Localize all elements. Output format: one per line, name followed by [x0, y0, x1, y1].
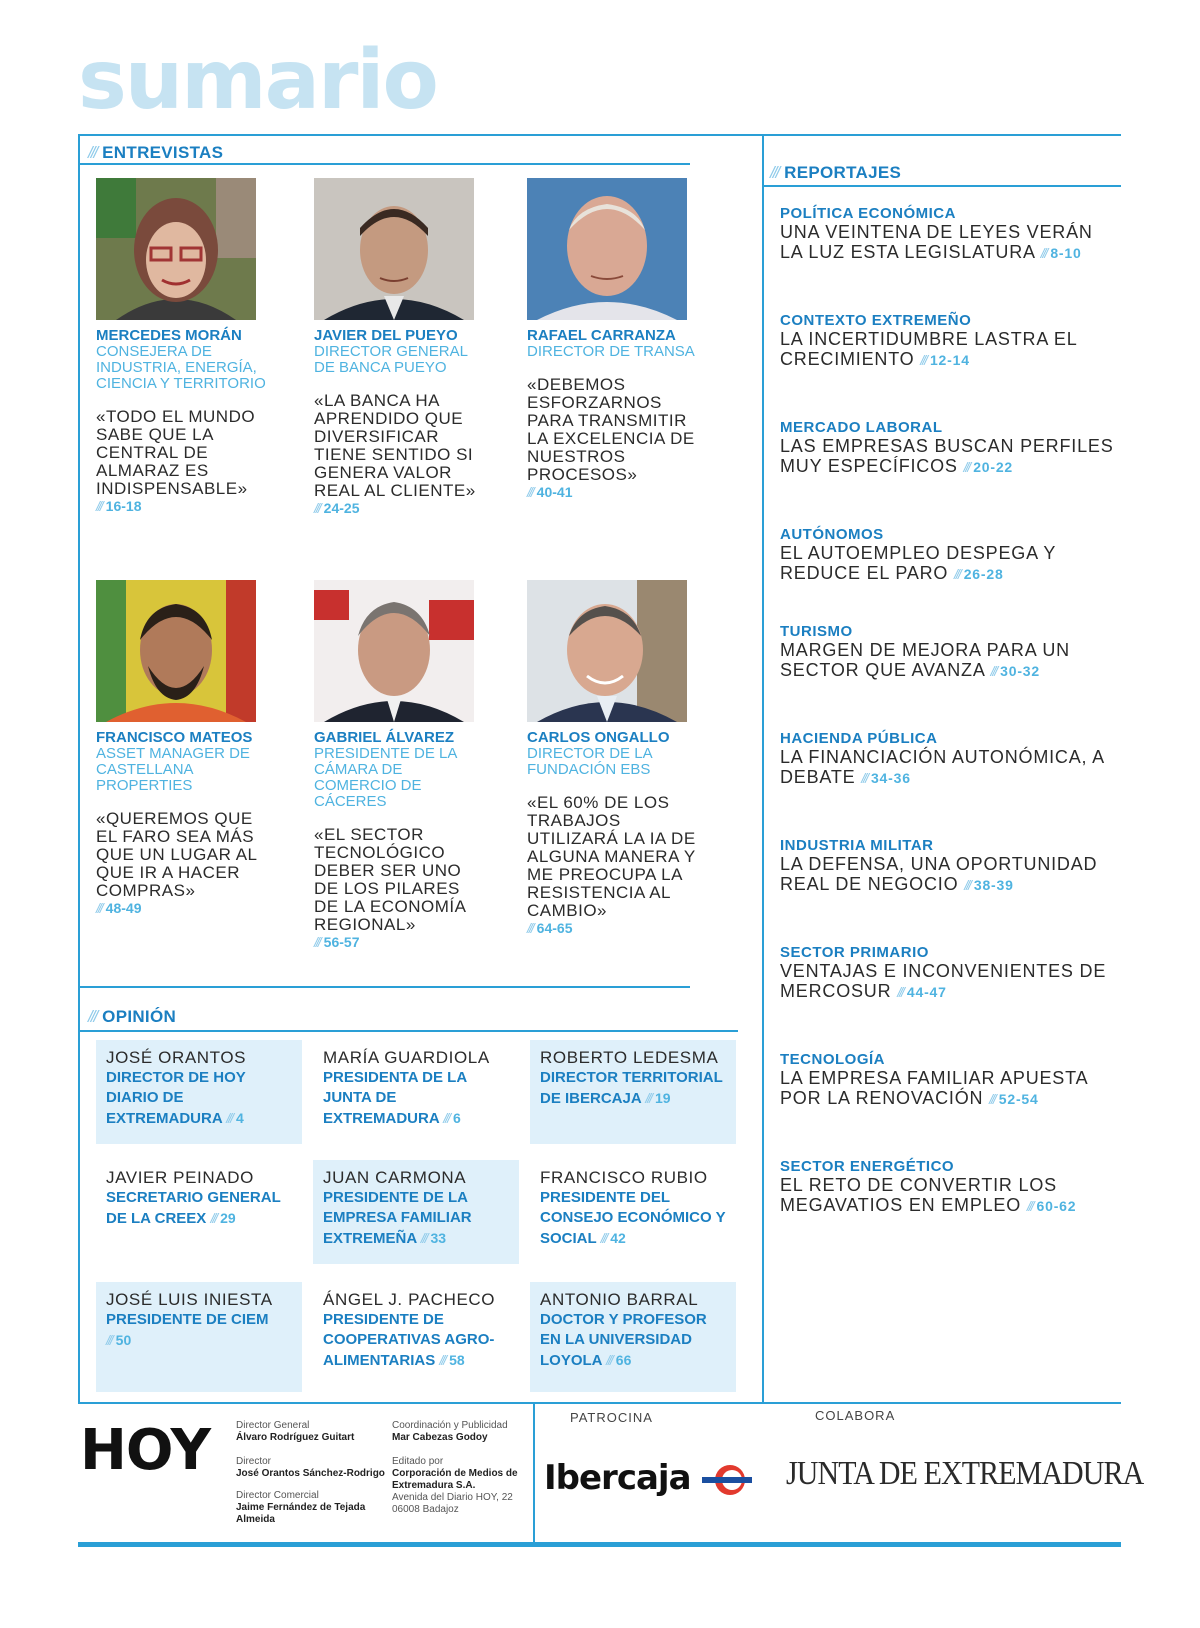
reportaje-category: SECTOR ENERGÉTICO — [780, 1158, 955, 1175]
reportaje-item[interactable] — [780, 837, 1120, 895]
reportaje-title: LA FINANCIACIÓN AUTONÓMICA, A DEBATE /// 34-36 — [780, 747, 1104, 787]
interview-card[interactable] — [314, 580, 486, 950]
reportaje-item[interactable] — [780, 1051, 1120, 1109]
patrocina-label: PATROCINA — [570, 1410, 653, 1425]
reportaje-title: LA DEFENSA, UNA OPORTUNIDAD REAL DE NEGOCIO /// 38-39 — [780, 854, 1098, 894]
reportajes-heading: /// REPORTAJES — [770, 163, 902, 182]
opinion-author: ANTONIO BARRAL — [540, 1290, 699, 1309]
reportajes-rule — [762, 185, 1121, 187]
junta-extremadura-logo[interactable]: JUNTA DE EXTREMADURA — [786, 1455, 1144, 1492]
page-title: sumario — [78, 33, 437, 128]
interview-quote: «LA BANCA HA APRENDIDO QUE DIVERSIFICAR TIENE SENTIDO SI GENERA VALOR REAL AL CLIENTE» — [314, 391, 476, 500]
page-ref: /// 48-49 — [96, 900, 142, 916]
top-rule — [78, 134, 1121, 136]
footer-divider — [533, 1402, 535, 1542]
opinion-author: ROBERTO LEDESMA — [540, 1048, 719, 1067]
interviewee-role: DIRECTOR DE LA FUNDACIÓN EBS — [527, 745, 652, 778]
opinion-item[interactable] — [96, 1040, 302, 1144]
opinion-role: DOCTOR Y PROFESOR EN LA UNIVERSIDAD LOYOLA /// 66 — [540, 1311, 707, 1369]
left-rule — [78, 134, 80, 1404]
interviewee-name: RAFAEL CARRANZA — [527, 327, 676, 344]
column-divider — [762, 134, 764, 1404]
hoy-logo[interactable]: HOY — [80, 1418, 211, 1483]
opinion-item[interactable] — [313, 1040, 519, 1144]
reportaje-category: TURISMO — [780, 623, 853, 640]
reportaje-item[interactable] — [780, 419, 1120, 477]
credit-director-comercial: Director Comercial Jaime Fernández de Tejada Almeida — [236, 1490, 366, 1525]
reportaje-title: LA INCERTIDUMBRE LASTRA EL CRECIMIENTO /// 12-14 — [780, 329, 1077, 369]
ibercaja-logo[interactable]: Ibercaja — [544, 1458, 764, 1508]
page-ref: /// 16-18 — [96, 498, 142, 514]
opinion-item[interactable] — [313, 1282, 519, 1386]
reportaje-title: UNA VEINTENA DE LEYES VERÁN LA LUZ ESTA LEGISLATURA /// 8-10 — [780, 222, 1093, 262]
portrait-photo — [96, 178, 256, 320]
opinion-author: JAVIER PEINADO — [106, 1168, 254, 1187]
credit-director-general: Director General Álvaro Rodríguez Guitart — [236, 1420, 355, 1443]
opinion-author: FRANCISCO RUBIO — [540, 1168, 708, 1187]
reportaje-category: TECNOLOGÍA — [780, 1051, 885, 1068]
interviewee-role: CONSEJERA DE INDUSTRIA, ENERGÍA, CIENCIA Y TERRITORIO — [96, 343, 266, 392]
opinion-item[interactable] — [530, 1040, 736, 1144]
interview-quote: «TODO EL MUNDO SABE QUE LA CENTRAL DE ALMARAZ ES INDISPENSABLE» — [96, 407, 256, 498]
opinion-role: PRESIDENTA DE LA JUNTA DE EXTREMADURA /// 6 — [323, 1069, 467, 1127]
opinion-role: DIRECTOR TERRITORIAL DE IBERCAJA /// 19 — [540, 1069, 723, 1107]
opinion-item[interactable] — [96, 1160, 302, 1264]
reportaje-category: CONTEXTO EXTREMEÑO — [780, 312, 972, 329]
interview-quote: «EL SECTOR TECNOLÓGICO DEBER SER UNO DE LOS PILARES DE LA ECONOMÍA REGIONAL» — [314, 825, 466, 934]
opinion-rule — [78, 1030, 738, 1032]
portrait-photo — [314, 580, 474, 722]
opinion-heading: /// OPINIÓN — [88, 1007, 177, 1026]
interview-quote: «QUEREMOS QUE EL FARO SEA MÁS QUE UN LUGAR AL QUE IR A HACER COMPRAS» — [96, 809, 257, 900]
reportaje-category: HACIENDA PÚBLICA — [780, 730, 938, 747]
interviewee-name: MERCEDES MORÁN — [96, 327, 242, 344]
interview-card[interactable] — [96, 178, 268, 514]
interviewee-role: DIRECTOR DE TRANSA — [527, 343, 695, 360]
credit-coordinacion: Coordinación y Publicidad Mar Cabezas Godoy — [392, 1420, 508, 1443]
opinion-author: ÁNGEL J. PACHECO — [323, 1290, 496, 1309]
opinion-item[interactable] — [530, 1160, 736, 1264]
colabora-label: COLABORA — [815, 1408, 896, 1423]
interviewee-role: PRESIDENTE DE LA CÁMARA DE COMERCIO DE CÁCERES — [314, 745, 457, 810]
credit-director: Director José Orantos Sánchez-Rodrigo — [236, 1456, 385, 1479]
reportaje-item[interactable] — [780, 1158, 1120, 1216]
page-ref: /// 64-65 — [527, 920, 573, 936]
reportaje-item[interactable] — [780, 944, 1120, 1002]
interviewee-name: CARLOS ONGALLO — [527, 729, 670, 746]
interviewee-role: DIRECTOR GENERAL DE BANCA PUEYO — [314, 343, 468, 376]
interviewee-name-role: FRANCISCO MATEOS ASSET MANAGER DE CASTELLANA PROPERTIES — [96, 729, 253, 794]
reportaje-title: VENTAJAS E INCONVENIENTES DE MERCOSUR /// 44-47 — [780, 961, 1107, 1001]
entrevistas-heading: /// ENTREVISTAS — [88, 143, 224, 162]
reportaje-category: POLÍTICA ECONÓMICA — [780, 205, 956, 222]
interview-card[interactable] — [96, 580, 268, 916]
reportaje-item[interactable] — [780, 526, 1120, 584]
reportaje-category: SECTOR PRIMARIO — [780, 944, 929, 961]
opinion-role: PRESIDENTE DE COOPERATIVAS AGRO-ALIMENTARIAS /// 58 — [323, 1311, 495, 1369]
reportaje-category: AUTÓNOMOS — [780, 526, 884, 543]
reportaje-category: MERCADO LABORAL — [780, 419, 943, 436]
interviewee-name: JAVIER DEL PUEYO — [314, 327, 458, 344]
ibercaja-emblem-icon — [702, 1462, 752, 1498]
interview-quote: «EL 60% DE LOS TRABAJOS UTILIZARÁ LA IA DE ALGUNA MANERA Y ME PREOCUPA LA RESISTENCIA AL CAMBIO» — [527, 793, 696, 920]
footer-bottom-rule — [78, 1542, 1121, 1547]
opinion-role: PRESIDENTE DE CIEM /// 50 — [106, 1311, 269, 1348]
slash-marker: /// — [770, 163, 779, 182]
reportaje-title: LA EMPRESA FAMILIAR APUESTA POR LA RENOVACIÓN /// 52-54 — [780, 1068, 1088, 1108]
footer-top-rule — [78, 1402, 1121, 1404]
opinion-author: JOSÉ LUIS INIESTA — [106, 1290, 273, 1309]
page-ref: /// 40-41 — [527, 484, 573, 500]
opinion-item[interactable] — [530, 1282, 736, 1392]
opinion-role: PRESIDENTE DEL CONSEJO ECONÓMICO Y SOCIAL /// 42 — [540, 1189, 726, 1247]
entrevistas-rule — [78, 163, 690, 165]
opinion-role: PRESIDENTE DE LA EMPRESA FAMILIAR EXTREMEÑA /// 33 — [323, 1189, 472, 1247]
reportaje-title: EL AUTOEMPLEO DESPEGA Y REDUCE EL PARO /// 26-28 — [780, 543, 1056, 583]
opinion-author: MARÍA GUARDIOLA — [323, 1048, 490, 1067]
opinion-item[interactable] — [96, 1282, 302, 1392]
portrait-photo — [96, 580, 256, 722]
opinion-role: DIRECTOR DE HOY DIARIO DE EXTREMADURA /// 4 — [106, 1069, 246, 1127]
opinion-role: SECRETARIO GENERAL DE LA CREEX /// 29 — [106, 1189, 281, 1227]
portrait-photo — [527, 580, 687, 722]
reportaje-item[interactable] — [780, 730, 1120, 788]
reportaje-category: INDUSTRIA MILITAR — [780, 837, 934, 854]
opinion-author: JUAN CARMONA — [323, 1168, 467, 1187]
opinion-item[interactable] — [313, 1160, 519, 1264]
reportaje-item[interactable] — [780, 312, 1120, 370]
reportaje-title: EL RETO DE CONVERTIR LOS MEGAVATIOS EN EMPLEO /// 60-62 — [780, 1175, 1077, 1215]
reportaje-item[interactable] — [780, 623, 1120, 681]
opinion-top-rule — [78, 986, 690, 988]
interview-card[interactable] — [314, 178, 486, 516]
credit-editado: Editado por Corporación de Medios de Extremadura S.A. Avenida del Diario HOY, 22 06008 Badajoz — [392, 1456, 518, 1515]
portrait-photo — [314, 178, 474, 320]
opinion-author: JOSÉ ORANTOS — [106, 1048, 247, 1067]
slash-marker: /// — [88, 1007, 97, 1026]
interview-card[interactable] — [527, 178, 699, 500]
reportaje-title: MARGEN DE MEJORA PARA UN SECTOR QUE AVANZA /// 30-32 — [780, 640, 1070, 680]
interviewee-name: GABRIEL ÁLVAREZ — [314, 729, 455, 746]
reportaje-item[interactable] — [780, 205, 1120, 263]
interview-quote: «DEBEMOS ESFORZARNOS PARA TRANSMITIR LA EXCELENCIA DE NUESTROS PROCESOS» — [527, 375, 695, 484]
portrait-photo — [527, 178, 687, 320]
page-ref: /// 24-25 — [314, 500, 360, 516]
interview-card[interactable] — [527, 580, 699, 936]
slash-marker: /// — [88, 143, 97, 162]
reportaje-title: LAS EMPRESAS BUSCAN PERFILES MUY ESPECÍFICOS /// 20-22 — [780, 436, 1114, 476]
page-ref: /// 56-57 — [314, 934, 360, 950]
